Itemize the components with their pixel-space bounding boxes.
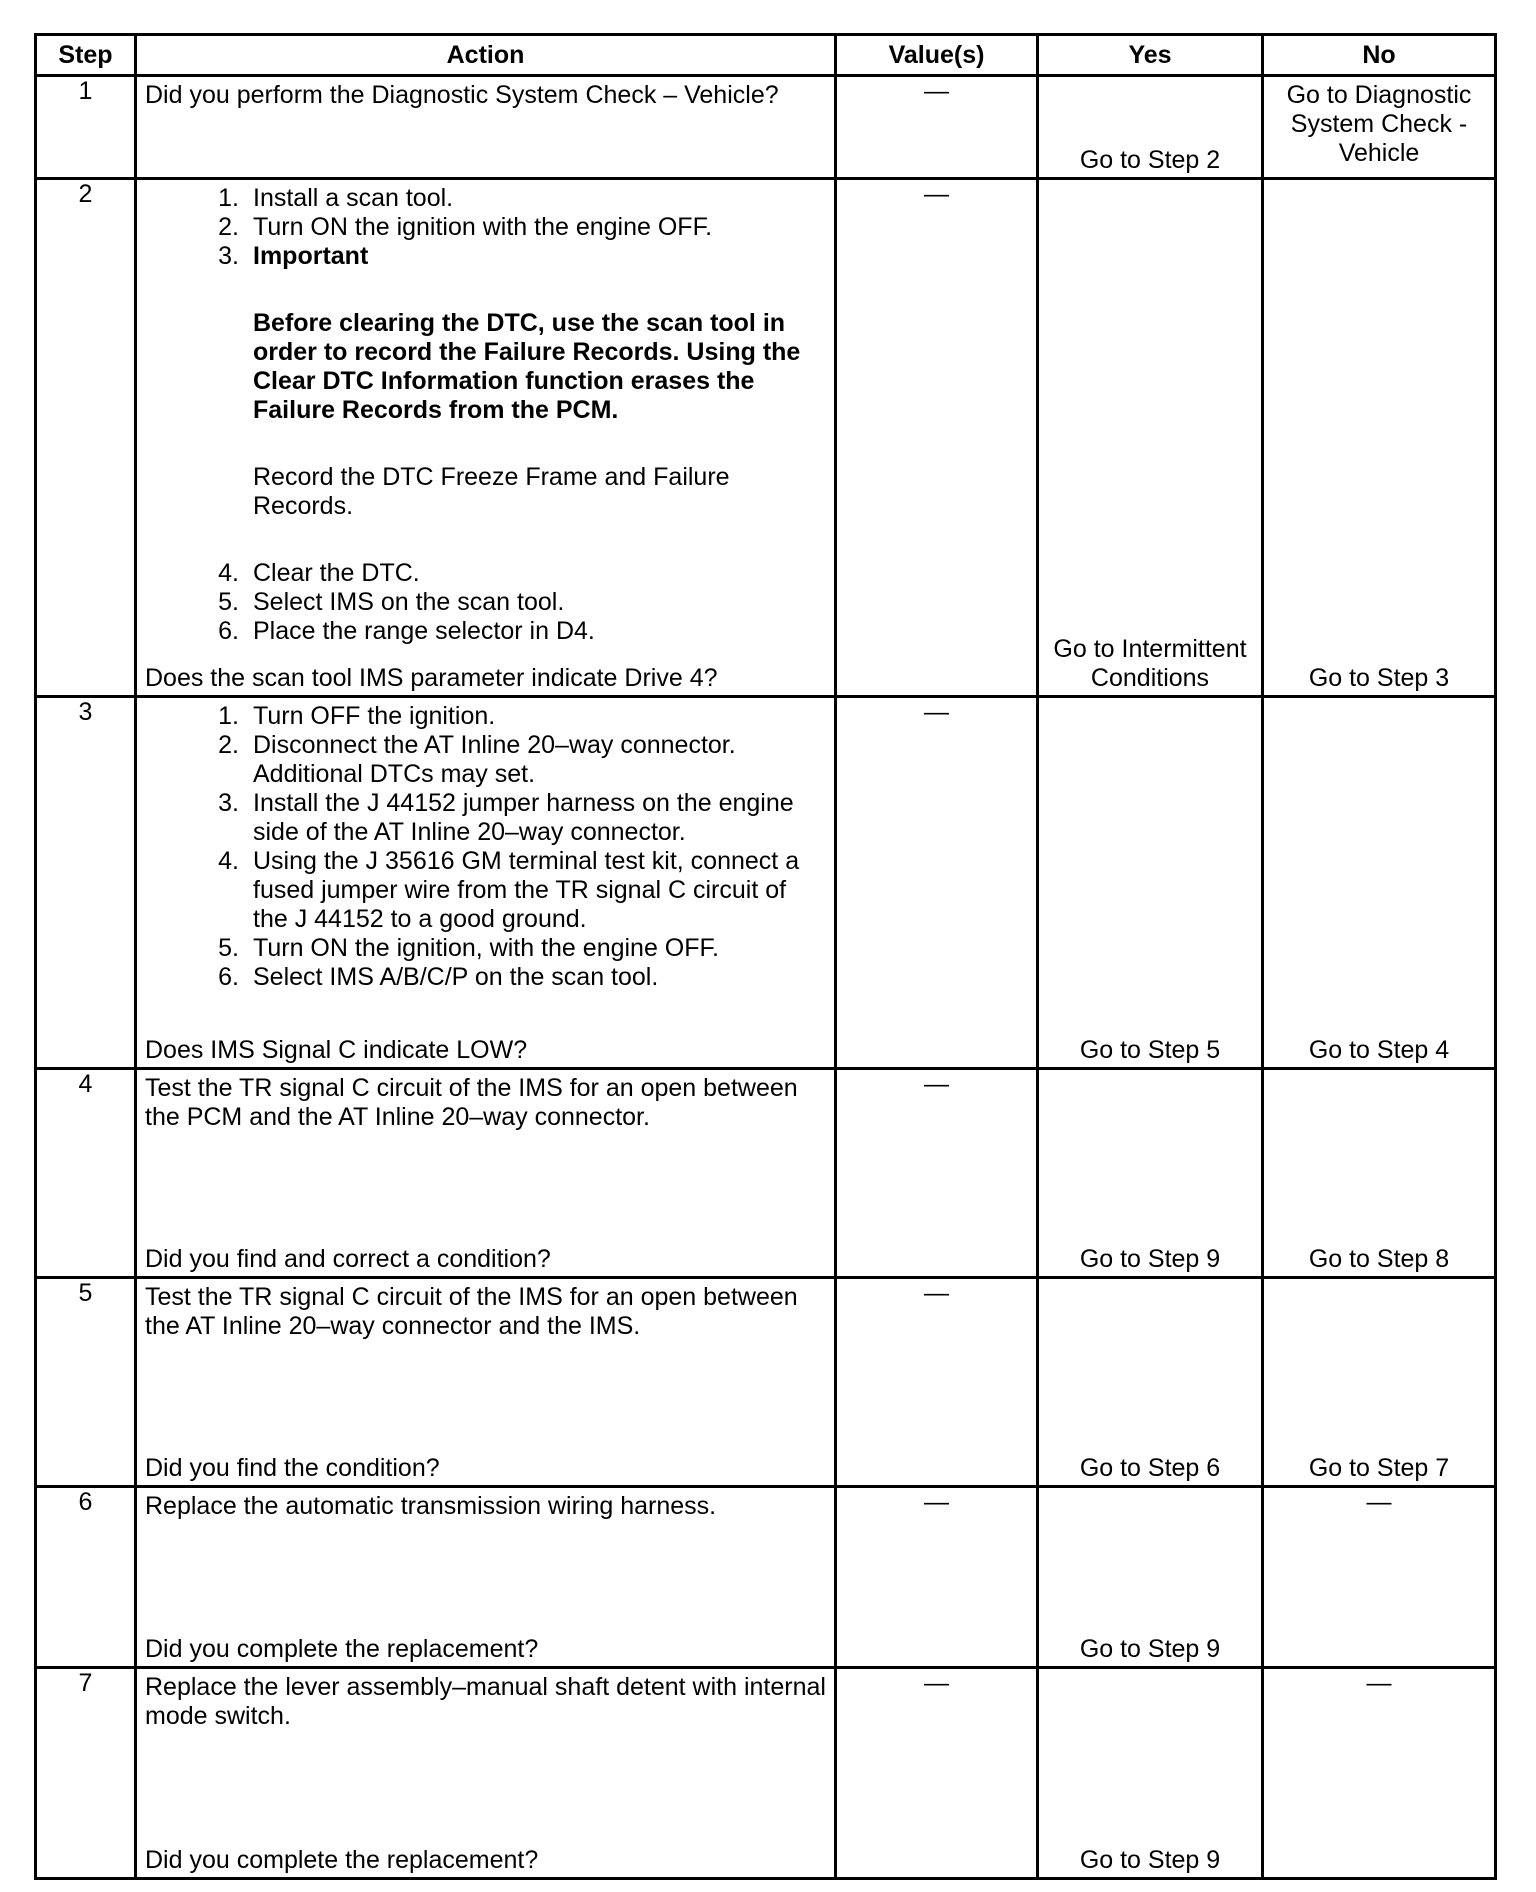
yes-cell [1038, 76, 1263, 179]
step-number: 5 [36, 1278, 136, 1487]
action-question: Did you complete the replacement? [145, 1635, 539, 1663]
yes-link[interactable]: Go to Step 9 [1079, 1635, 1221, 1663]
no-cell [1263, 697, 1496, 1069]
list-item: 5. Turn ON the ignition, with the engine OFF. [218, 934, 719, 962]
action-question: Does IMS Signal C indicate LOW? [145, 1036, 528, 1064]
no-link[interactable]: Go to Step 8 [1308, 1245, 1450, 1273]
table-row [36, 76, 1496, 179]
table-row [36, 1069, 1496, 1278]
yes-link[interactable]: Go to Step 5 [1079, 1036, 1221, 1064]
action-description: Test the TR signal C circuit of the IMS for an open between the PCM and the AT Inline 20–way connector. [145, 1074, 798, 1131]
action-cell [136, 1487, 836, 1668]
action-cell [136, 179, 836, 697]
table-row [36, 179, 1496, 697]
important-text: Before clearing the DTC, use the scan tool in order to record the Failure Records. Using the Clear DTC Information function erases the Failure Records from the PCM. [253, 309, 801, 424]
no-link[interactable]: Go to Diagnostic System Check - Vehicle [1286, 81, 1472, 167]
action-question: Did you find the condition? [145, 1454, 440, 1482]
list-item: 2. Disconnect the AT Inline 20–way connector. Additional DTCs may set. [218, 731, 736, 788]
table-row [36, 1668, 1496, 1879]
substep-list [145, 184, 826, 646]
table-row [36, 1278, 1496, 1487]
header-step: Step [36, 35, 136, 76]
important-note: Record the DTC Freeze Frame and Failure Records. [253, 463, 730, 520]
header-yes: Yes [1038, 35, 1263, 76]
header-row [36, 35, 1496, 76]
table-row [36, 1487, 1496, 1668]
header-action: Action [136, 35, 836, 76]
no-cell [1263, 1069, 1496, 1278]
list-item: 6. Select IMS A/B/C/P on the scan tool. [218, 963, 659, 991]
yes-link[interactable]: Go to Intermittent Conditions [1053, 635, 1247, 692]
list-item: 6. Place the range selector in D4. [218, 617, 595, 645]
yes-cell [1038, 179, 1263, 697]
value-cell: — [836, 179, 1038, 697]
important-heading: Important [253, 242, 369, 270]
yes-cell [1038, 1668, 1263, 1879]
action-description: Test the TR signal C circuit of the IMS for an open between the AT Inline 20–way connector and the IMS. [145, 1283, 798, 1340]
action-question: Does the scan tool IMS parameter indicate Drive 4? [145, 664, 718, 692]
list-item: 5. Select IMS on the scan tool. [218, 588, 565, 616]
action-question: Did you complete the replacement? [145, 1846, 539, 1874]
action-cell [136, 1668, 836, 1879]
list-item: 3. Important Before clearing the DTC, use the scan tool in order to record the Failure Records. Using the Clear DTC Information function erases the Failure Records from the PCM. Record the DTC Freeze Frame and Failure Records. [145, 242, 826, 559]
no-link[interactable]: Go to Step 7 [1308, 1454, 1450, 1482]
step-number: 1 [36, 76, 136, 179]
action-cell [136, 697, 836, 1069]
value-cell: — [836, 697, 1038, 1069]
header-values: Value(s) [836, 35, 1038, 76]
no-cell [1263, 76, 1496, 179]
step-number: 2 [36, 179, 136, 697]
no-cell: — [1263, 1668, 1496, 1879]
no-link[interactable]: Go to Step 3 [1308, 664, 1450, 692]
value-cell: — [836, 76, 1038, 179]
no-cell [1263, 179, 1496, 697]
action-description: Replace the automatic transmission wiring harness. [145, 1492, 717, 1520]
value-cell: — [836, 1278, 1038, 1487]
yes-link[interactable]: Go to Step 2 [1079, 146, 1221, 174]
list-item: 3. Install the J 44152 jumper harness on the engine side of the AT Inline 20–way connector. [218, 789, 794, 846]
yes-link[interactable]: Go to Step 9 [1079, 1245, 1221, 1273]
list-item: 1. Turn OFF the ignition. [218, 702, 496, 730]
no-link[interactable]: Go to Step 4 [1308, 1036, 1450, 1064]
yes-cell [1038, 1487, 1263, 1668]
yes-link[interactable]: Go to Step 6 [1079, 1454, 1221, 1482]
action-cell [136, 1278, 836, 1487]
step-number: 4 [36, 1069, 136, 1278]
list-item: 4. Using the J 35616 GM terminal test kit, connect a fused jumper wire from the TR signal C circuit of the J 44152 to a good ground. [218, 847, 800, 933]
yes-link[interactable]: Go to Step 9 [1079, 1846, 1221, 1874]
step-number: 3 [36, 697, 136, 1069]
value-cell: — [836, 1069, 1038, 1278]
action-cell [136, 76, 836, 179]
no-cell [1263, 1278, 1496, 1487]
action-cell [136, 1069, 836, 1278]
list-item: 1. Install a scan tool. [218, 184, 454, 212]
action-description: Replace the lever assembly–manual shaft detent with internal mode switch. [145, 1673, 826, 1730]
yes-cell [1038, 697, 1263, 1069]
step-number: 7 [36, 1668, 136, 1879]
header-no: No [1263, 35, 1496, 76]
diagnostic-table [34, 33, 1497, 1880]
value-cell: — [836, 1487, 1038, 1668]
action-question: Did you find and correct a condition? [145, 1245, 551, 1273]
list-item: 2. Turn ON the ignition with the engine OFF. [218, 213, 713, 241]
no-cell: — [1263, 1487, 1496, 1668]
list-item: 4. Clear the DTC. [218, 559, 420, 587]
yes-cell [1038, 1069, 1263, 1278]
table-row [36, 697, 1496, 1069]
value-cell: — [836, 1668, 1038, 1879]
substep-list [145, 702, 826, 992]
yes-cell [1038, 1278, 1263, 1487]
action-question: Did you perform the Diagnostic System Check – Vehicle? [145, 81, 779, 109]
step-number: 6 [36, 1487, 136, 1668]
